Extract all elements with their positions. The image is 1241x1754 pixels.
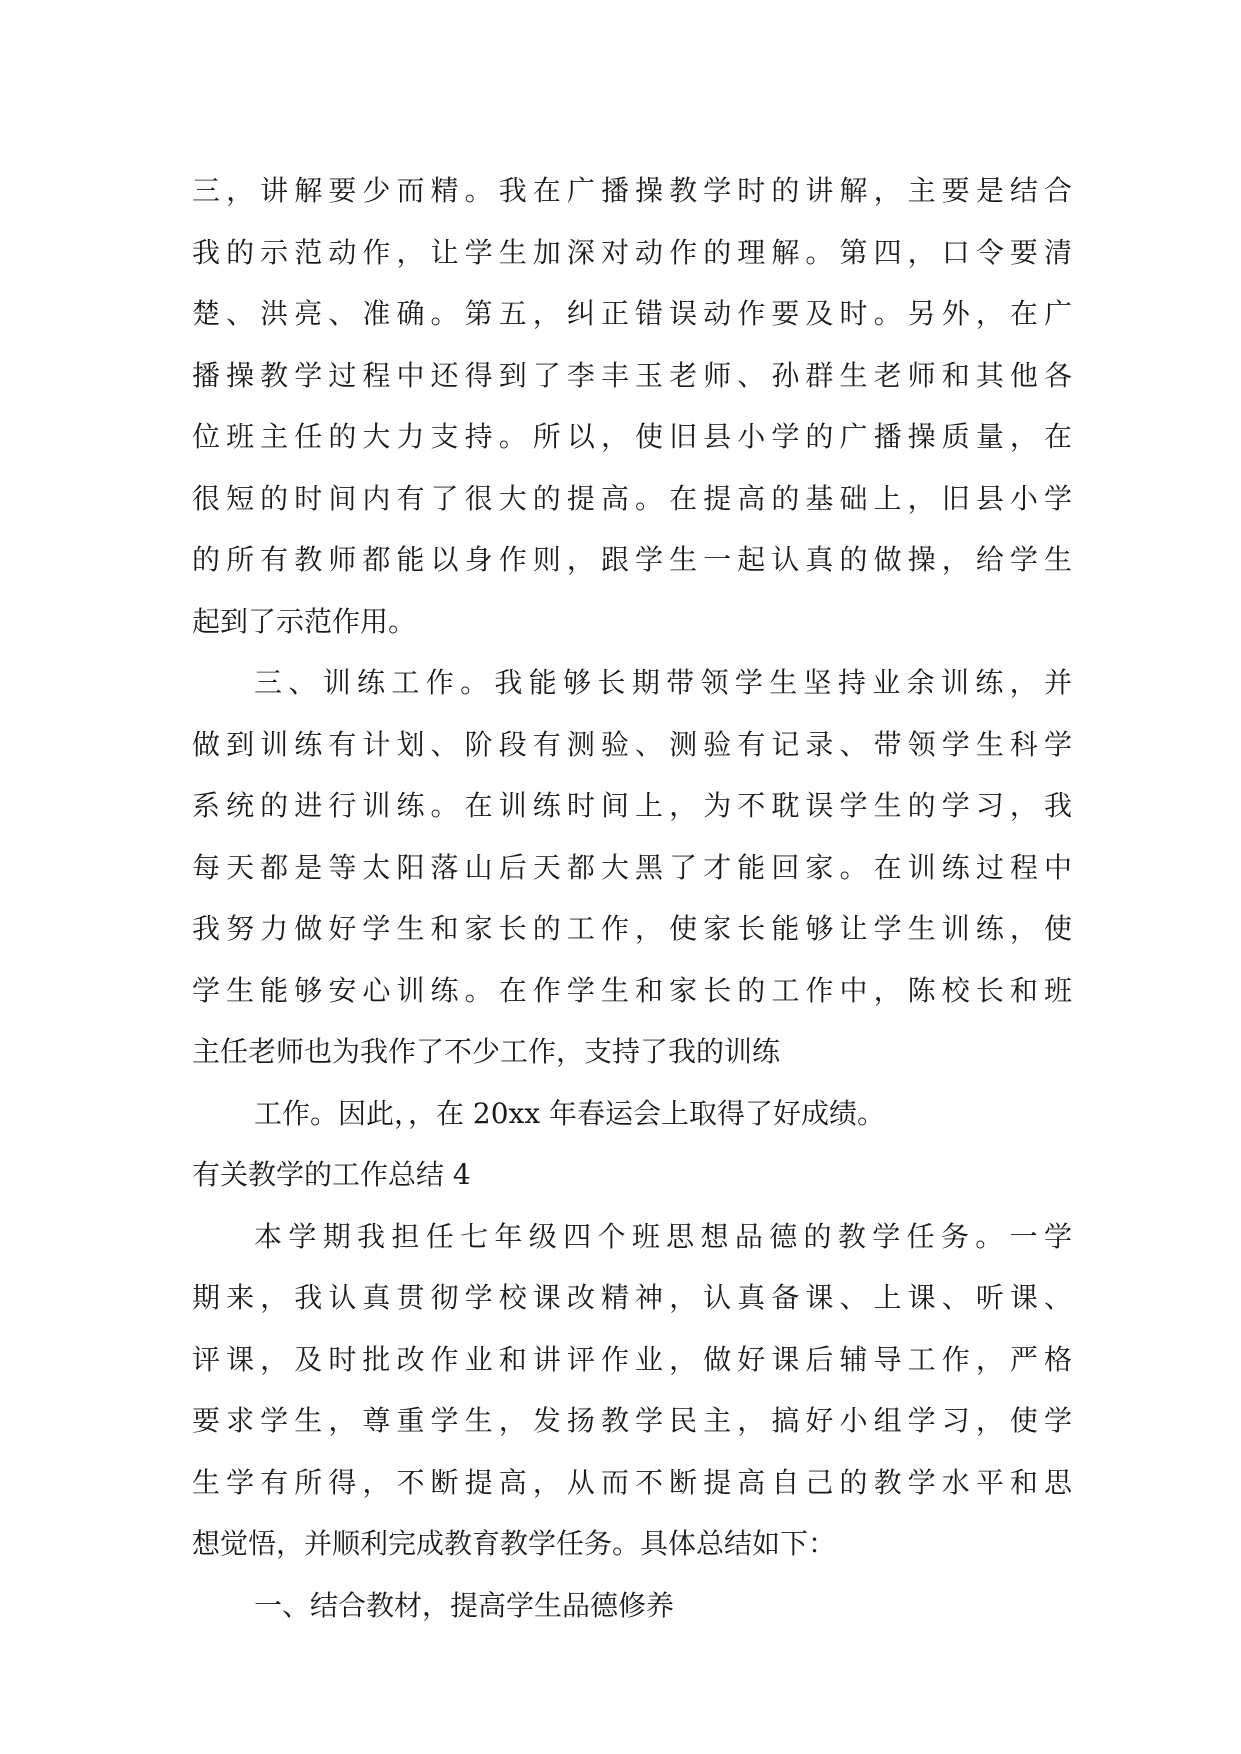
text-line: 学生能够安心训练。在作学生和家长的工作中，陈校长和班: [192, 973, 1072, 1007]
section-heading: 有关教学的工作总结 4: [192, 1158, 471, 1191]
text-line: 要求学生，尊重学生，发扬教学民主，搞好小组学习，使学: [192, 1404, 1072, 1437]
text-line: 想觉悟，并顺利完成教育教学任务。具体总结如下：: [192, 1527, 837, 1560]
text-line: 很短的时间内有了很大的提高。在提高的基础上，旧县小学: [192, 481, 1072, 515]
paragraph-first-line: 本学期我担任七年级四个班思想品德的教学任务。一学: [254, 1219, 1072, 1253]
document-body: [192, 160, 1072, 1636]
text-line: 起到了示范作用。: [192, 604, 417, 638]
text-line: 系统的进行训练。在训练时间上，为不耽误学生的学习，我: [192, 789, 1072, 822]
text-line: 播操教学过程中还得到了李丰玉老师、孙群生老师和其他各: [192, 358, 1072, 392]
text-line: 我努力做好学生和家长的工作，使家长能够让学生训练，使: [192, 912, 1072, 945]
text-line: 评课，及时批改作业和讲评作业，做好课后辅导工作，严格: [192, 1342, 1072, 1376]
paragraph-first-line: 工作。因此，，在 20xx 年春运会上取得了好成绩。: [254, 1096, 886, 1130]
text-line: 生学有所得，不断提高，从而不断提高自己的教学水平和思: [192, 1465, 1072, 1499]
text-line: 楚、洪亮、准确。第五，纠正错误动作要及时。另外，在广: [192, 297, 1072, 330]
text-line: 每天都是等太阳落山后天都大黑了才能回家。在训练过程中: [192, 850, 1072, 884]
text-line: 主任老师也为我作了不少工作，支持了我的训练: [192, 1035, 781, 1068]
text-line: 做到训练有计划、阶段有测验、测验有记录、带领学生科学: [192, 727, 1072, 761]
text-line: 的所有教师都能以身作则，跟学生一起认真的做操，给学生: [192, 543, 1072, 576]
text-line: 位班主任的大力支持。所以，使旧县小学的广播操质量，在: [192, 420, 1072, 453]
paragraph-first-line: 三、训练工作。我能够长期带领学生坚持业余训练，并: [254, 666, 1072, 699]
subsection-heading: 一、结合教材，提高学生品德修养: [254, 1588, 675, 1622]
text-line: 期来，我认真贯彻学校课改精神，认真备课、上课、听课、: [192, 1281, 1072, 1314]
text-line: 三，讲解要少而精。我在广播操教学时的讲解，主要是结合: [192, 174, 1072, 207]
text-line: 我的示范动作，让学生加深对动作的理解。第四，口令要清: [192, 235, 1072, 269]
